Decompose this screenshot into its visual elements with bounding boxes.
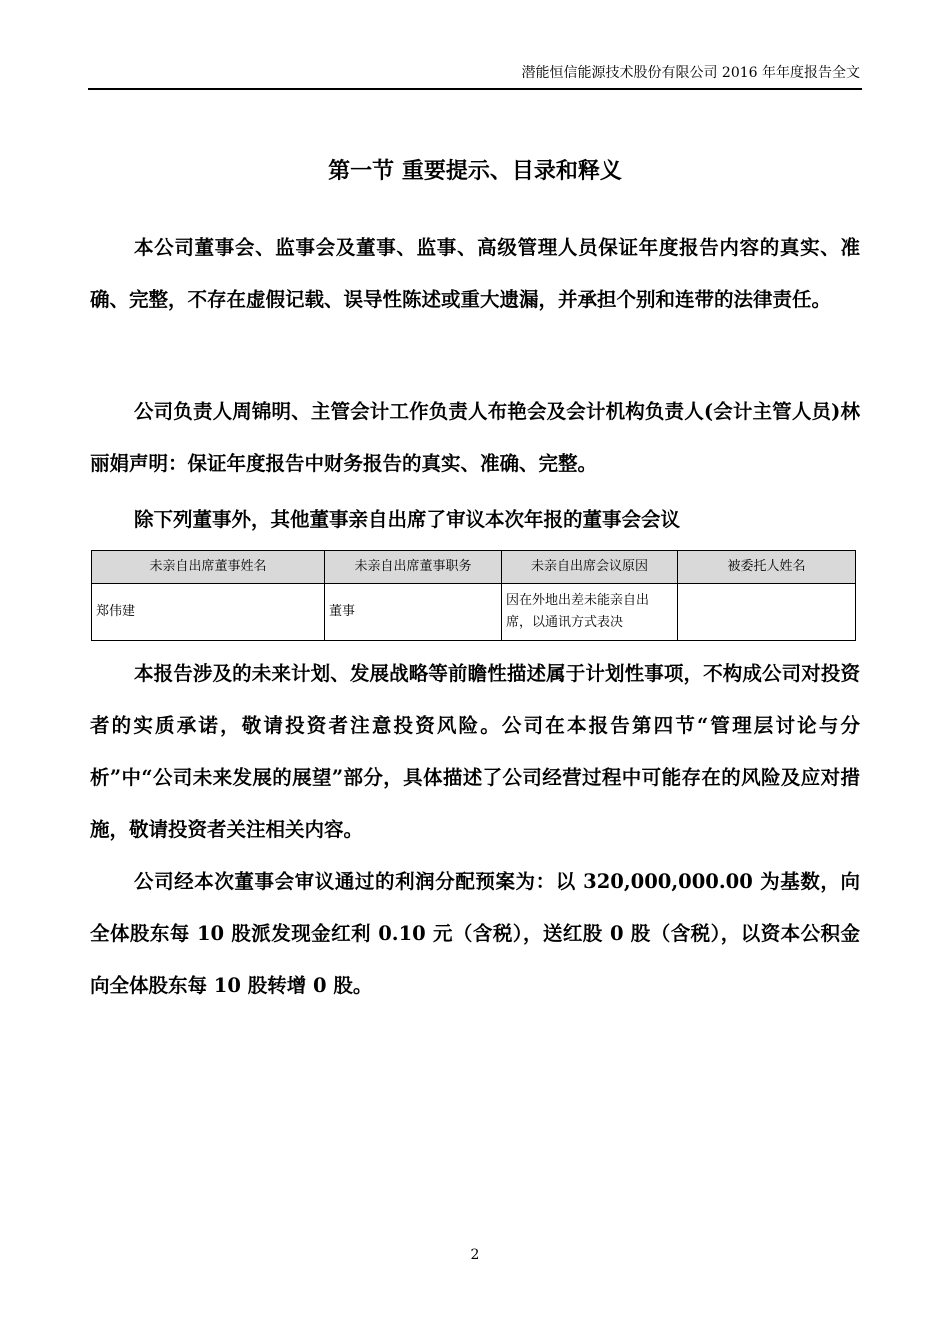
director-position-cell: 董事 [325, 584, 502, 641]
paragraph-responsible-persons: 公司负责人周锦明、主管会计工作负责人布艳会及会计机构负责人(会计主管人员)林丽娟声明：保证年度报告中财务报告的真实、准确、完整。 [90, 400, 860, 475]
absence-reason-cell: 因在外地出差未能亲自出席，以通讯方式表决 [502, 584, 678, 641]
section-title: 第一节 重要提示、目录和释义 [328, 158, 622, 184]
paragraph-board-guarantee: 本公司董事会、监事会及董事、监事、高级管理人员保证年度报告内容的真实、准确、完整，不存在虚假记载、误导性陈述或重大遗漏，并承担个别和连带的法律责任。 [90, 236, 860, 311]
director-name-cell: 郑伟建 [92, 584, 325, 641]
table-header-cell: 被委托人姓名 [678, 551, 856, 584]
table-row [92, 584, 856, 641]
paragraph-forward-looking: 本报告涉及的未来计划、发展战略等前瞻性描述属于计划性事项，不构成公司对投资者的实质承诺，敬请投资者注意投资风险。公司在本报告第四节“管理层讨论与分析”中“公司未来发展的展望”部分，具体描述了公司经营过程中可能存在的风险及应对措施，敬请投资者关注相关内容。 [90, 662, 860, 841]
table-header-cell: 未亲自出席会议原因 [502, 551, 678, 584]
paragraph-absent-directors-intro: 除下列董事外，其他董事亲自出席了审议本次年报的董事会会议 [134, 508, 681, 531]
table-header-cell: 未亲自出席董事职务 [325, 551, 502, 584]
page-number: 2 [470, 1247, 480, 1263]
header-rule [88, 88, 862, 90]
table-header-row [92, 551, 856, 584]
absent-directors-table [91, 550, 856, 641]
paragraph-profit-distribution: 公司经本次董事会审议通过的利润分配预案为：以 320,000,000.00 为基数，向全体股东每 10 股派发现金红利 0.10 元（含税），送红股 0 股（含税），以资本公积金向全体股东每 10 股转增 0 股。 [90, 870, 860, 997]
table-header-cell: 未亲自出席董事姓名 [92, 551, 325, 584]
proxy-name-cell [678, 584, 856, 641]
running-header: 潜能恒信能源技术股份有限公司 2016 年年度报告全文 [521, 65, 860, 81]
